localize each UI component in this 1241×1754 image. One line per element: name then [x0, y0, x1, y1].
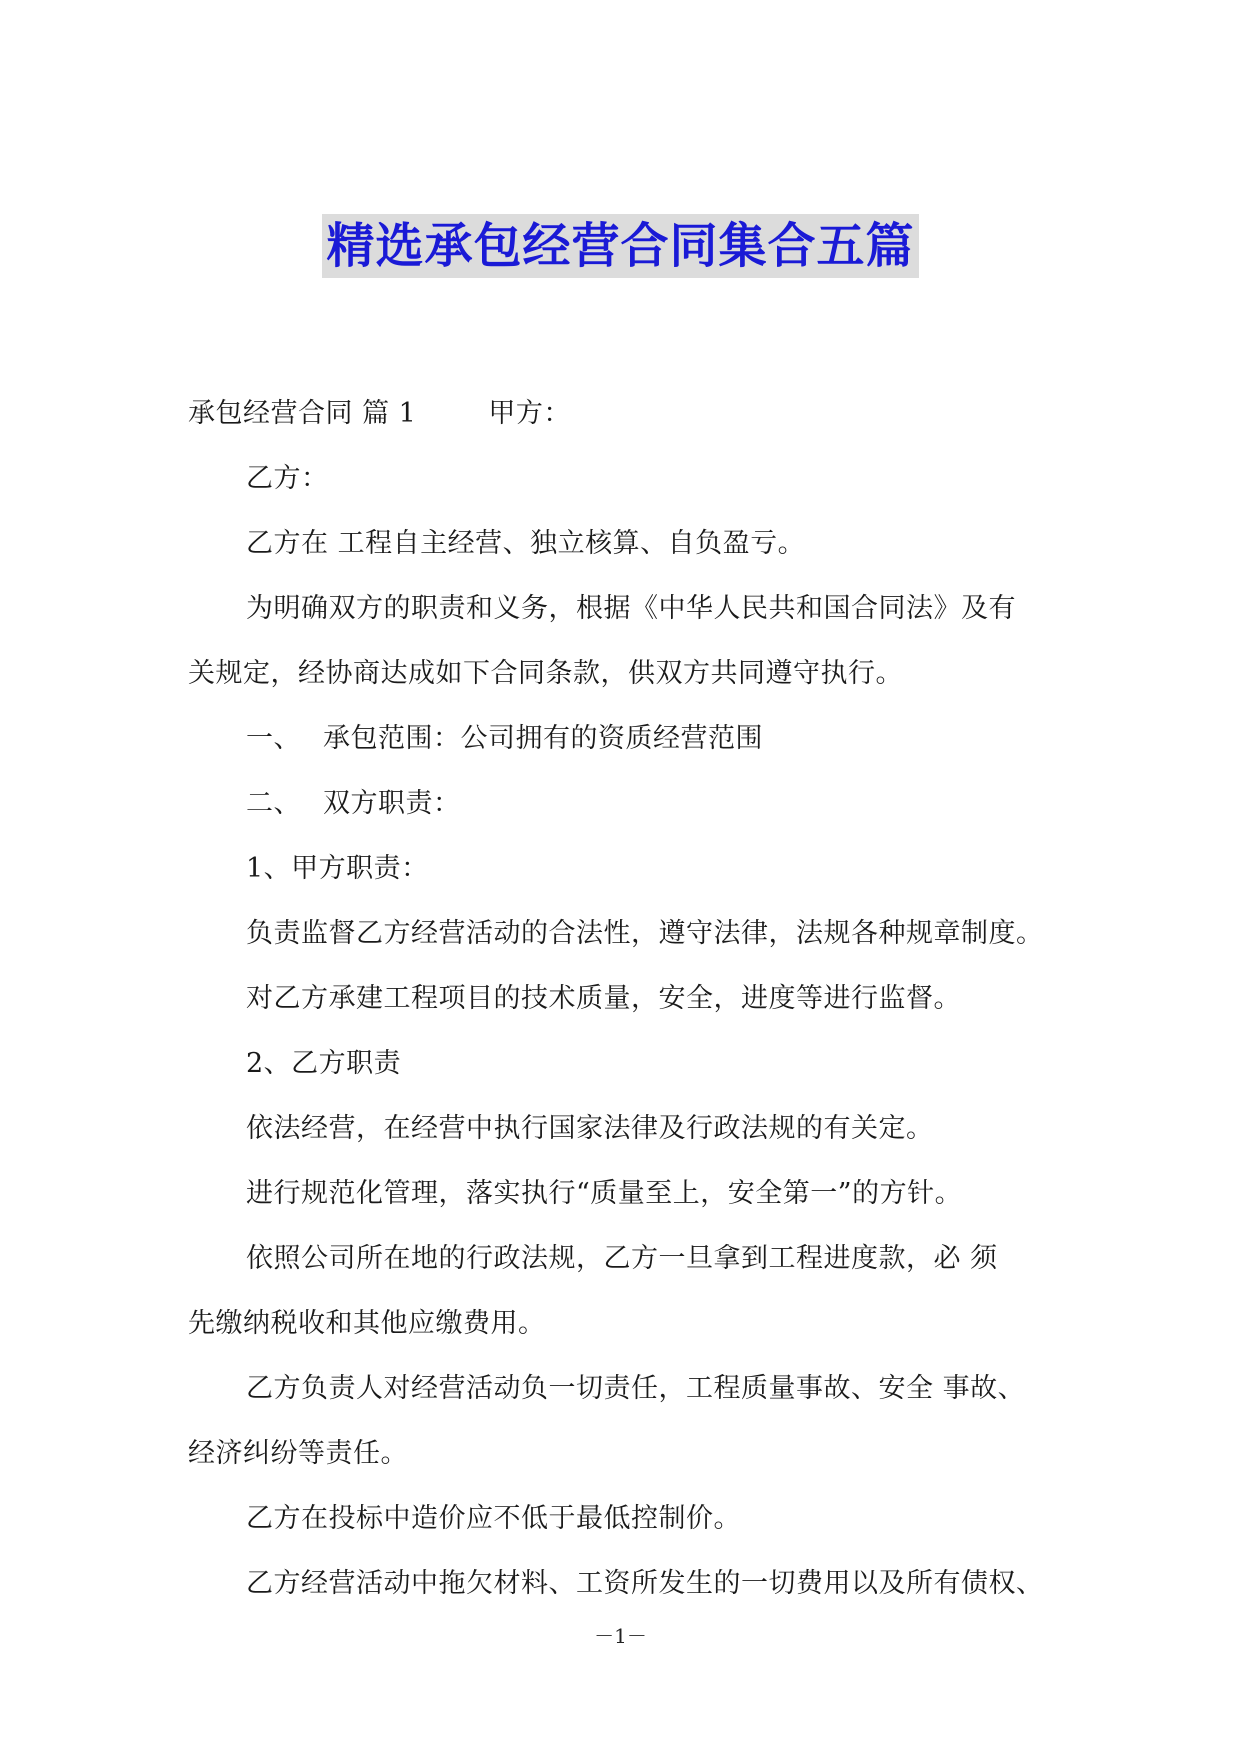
page-number: －1－	[594, 1624, 647, 1648]
paragraph: 乙方经营活动中拖欠材料、工资所发生的一切费用以及所有债权、	[246, 1568, 1044, 1599]
list-text: 承包范围：公司拥有的资质经营范围	[323, 723, 763, 754]
list-text: 双方职责：	[323, 788, 461, 819]
list-marker: 二、	[246, 788, 301, 819]
contract-heading: 承包经营合同 篇 1	[188, 398, 417, 429]
paragraph: 经济纠纷等责任。	[188, 1438, 408, 1469]
list-item	[188, 771, 1063, 836]
paragraph: 进行规范化管理，落实执行“质量至上，安全第一”的方针。	[246, 1178, 963, 1209]
paragraph: 乙方：	[246, 463, 329, 494]
paragraph: 乙方在 工程自主经营、独立核算、自负盈亏。	[246, 528, 806, 559]
paragraph: 乙方在投标中造价应不低于最低控制价。	[246, 1503, 741, 1534]
document-body	[188, 381, 1063, 1616]
list-marker: 一、	[246, 723, 301, 754]
title-container	[0, 214, 1241, 278]
paragraph: 对乙方承建工程项目的技术质量，安全，进度等进行监督。	[246, 983, 961, 1014]
paragraph: 依照公司所在地的行政法规，乙方一旦拿到工程进度款，必 须	[246, 1243, 998, 1274]
paragraph: 依法经营，在经营中执行国家法律及行政法规的有关定。	[246, 1113, 934, 1144]
list-item	[188, 706, 1063, 771]
document-title: 精选承包经营合同集合五篇	[322, 214, 918, 278]
paragraph: 负责监督乙方经营活动的合法性，遵守法律，法规各种规章制度。	[246, 918, 1044, 949]
party-a-label: 甲方：	[488, 398, 571, 429]
paragraph: 关规定，经协商达成如下合同条款，供双方共同遵守执行。	[188, 658, 903, 689]
paragraph: 1、甲方职责：	[246, 853, 429, 884]
paragraph: 乙方负责人对经营活动负一切责任，工程质量事故、安全 事故、	[246, 1373, 1026, 1404]
paragraph: 为明确双方的职责和义务，根据《中华人民共和国合同法》及有	[246, 593, 1016, 624]
section-heading	[188, 381, 1063, 446]
paragraph: 2、乙方职责	[246, 1048, 402, 1079]
paragraph: 先缴纳税收和其他应缴费用。	[188, 1308, 546, 1339]
